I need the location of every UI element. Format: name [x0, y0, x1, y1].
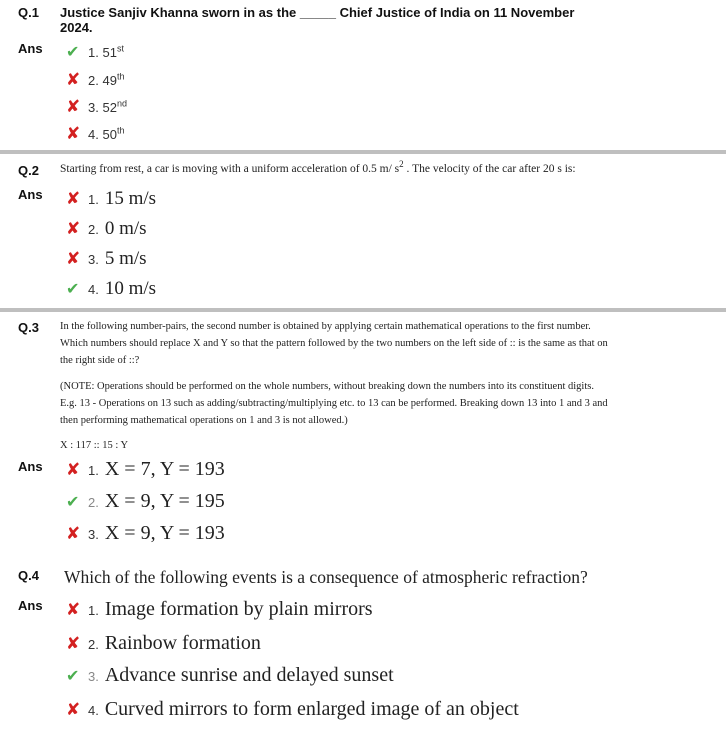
section-divider: [0, 308, 726, 312]
option-row: [66, 490, 225, 513]
option-text: Curved mirrors to form enlarged image of an object: [104, 698, 519, 720]
option-number: 4.: [88, 703, 99, 718]
option-number: 3.: [88, 527, 99, 542]
option-suffix: nd: [116, 98, 127, 109]
question-exponent: 2: [399, 159, 404, 170]
correct-tick-icon: ✔: [66, 666, 80, 685]
option-number: 1.: [88, 463, 99, 478]
option-row: [66, 698, 519, 721]
answer-label: Ans: [18, 41, 43, 56]
wrong-cross-icon: ✘: [66, 97, 81, 117]
option-row: [66, 458, 225, 481]
option-row: [66, 218, 147, 240]
option-text: Advance sunrise and delayed sunset: [104, 664, 394, 686]
option-text: 52: [102, 100, 117, 115]
answer-label: Ans: [18, 598, 43, 613]
option-number: 3.: [88, 100, 99, 115]
wrong-cross-icon: ✘: [66, 249, 81, 269]
question-part: Starting from rest, a car is moving with a uniform acceleration of 0.5 m/ s: [60, 163, 400, 175]
option-suffix: th: [116, 125, 125, 136]
option-text: 50: [102, 127, 117, 142]
option-number: 1.: [88, 603, 99, 618]
question-text: [60, 5, 574, 35]
option-text: X = 9, Y = 195: [104, 490, 225, 512]
option-row: [66, 42, 124, 61]
wrong-cross-icon: ✘: [66, 124, 81, 144]
option-number: 4.: [88, 282, 99, 297]
question-line: Justice Sanjiv Khanna sworn in as the _____ Chief Justice of India on 11 November: [60, 5, 575, 20]
option-row: [66, 278, 156, 300]
option-text: 49: [102, 73, 117, 88]
option-number: 2.: [88, 222, 99, 237]
option-text: 0 m/s: [104, 218, 147, 239]
correct-tick-icon: ✔: [66, 42, 80, 61]
option-row: [66, 632, 261, 655]
wrong-cross-icon: ✘: [66, 460, 81, 480]
option-row: [66, 664, 394, 687]
option-row: [66, 97, 127, 117]
answer-label: Ans: [18, 187, 43, 202]
option-number: 2.: [88, 637, 99, 652]
question-number: Q.2: [18, 163, 39, 178]
correct-tick-icon: ✔: [66, 492, 80, 511]
question-text: [60, 159, 576, 175]
option-row: [66, 124, 124, 144]
option-row: [66, 188, 156, 210]
option-text: 5 m/s: [104, 248, 147, 269]
option-number: 2.: [88, 495, 99, 510]
question-number: Q.4: [18, 568, 39, 583]
question-paragraph: In the following number-pairs, the second number is obtained by applying certain mathematical operations to the first number. Which numbers should replace X and Y so that the pattern followed by the two numbers on the left side of :: is the same as that on the right side of ::?: [60, 321, 608, 366]
wrong-cross-icon: ✘: [66, 70, 81, 90]
option-text: X = 9, Y = 193: [104, 522, 225, 544]
question-line: 2024.: [60, 20, 93, 35]
wrong-cross-icon: ✘: [66, 189, 81, 209]
option-row: [66, 598, 373, 621]
question-expression: X : 117 :: 15 : Y: [60, 440, 129, 451]
option-text: Rainbow formation: [104, 632, 261, 654]
question-number: Q.3: [18, 320, 39, 335]
option-number: 2.: [88, 73, 99, 88]
option-row: [66, 70, 124, 90]
correct-tick-icon: ✔: [66, 279, 80, 298]
wrong-cross-icon: ✘: [66, 634, 81, 654]
option-suffix: st: [116, 43, 124, 54]
option-number: 4.: [88, 127, 99, 142]
wrong-cross-icon: ✘: [66, 600, 81, 620]
question-part: . The velocity of the car after 20 s is:: [403, 163, 576, 175]
option-number: 3.: [88, 669, 99, 684]
option-text: Image formation by plain mirrors: [104, 598, 373, 620]
option-suffix: th: [116, 71, 125, 82]
answer-label: Ans: [18, 459, 43, 474]
question-number: Q.1: [18, 5, 39, 20]
option-number: 1.: [88, 45, 99, 60]
section-divider: [0, 150, 726, 154]
wrong-cross-icon: ✘: [66, 219, 81, 239]
option-row: [66, 248, 147, 270]
question-note: (NOTE: Operations should be performed on the whole numbers, without breaking down the numbers into its constituent digits. E.g. 13 - Operations on 13 such as adding/subtracting/multiplying etc. to 13 can be performed. Breaking down 13 into 1 and 3 and then performing mathematical operations on 1 and 3 is not allowed.): [60, 381, 608, 426]
option-row: [66, 522, 225, 545]
option-text: 15 m/s: [104, 188, 157, 209]
option-number: 3.: [88, 252, 99, 267]
option-text: 51: [102, 45, 117, 60]
wrong-cross-icon: ✘: [66, 700, 81, 720]
option-text: 10 m/s: [104, 278, 157, 299]
wrong-cross-icon: ✘: [66, 524, 81, 544]
option-number: 1.: [88, 192, 99, 207]
question-text: Which of the following events is a consequence of atmospheric refraction?: [64, 567, 588, 587]
option-text: X = 7, Y = 193: [104, 458, 225, 480]
